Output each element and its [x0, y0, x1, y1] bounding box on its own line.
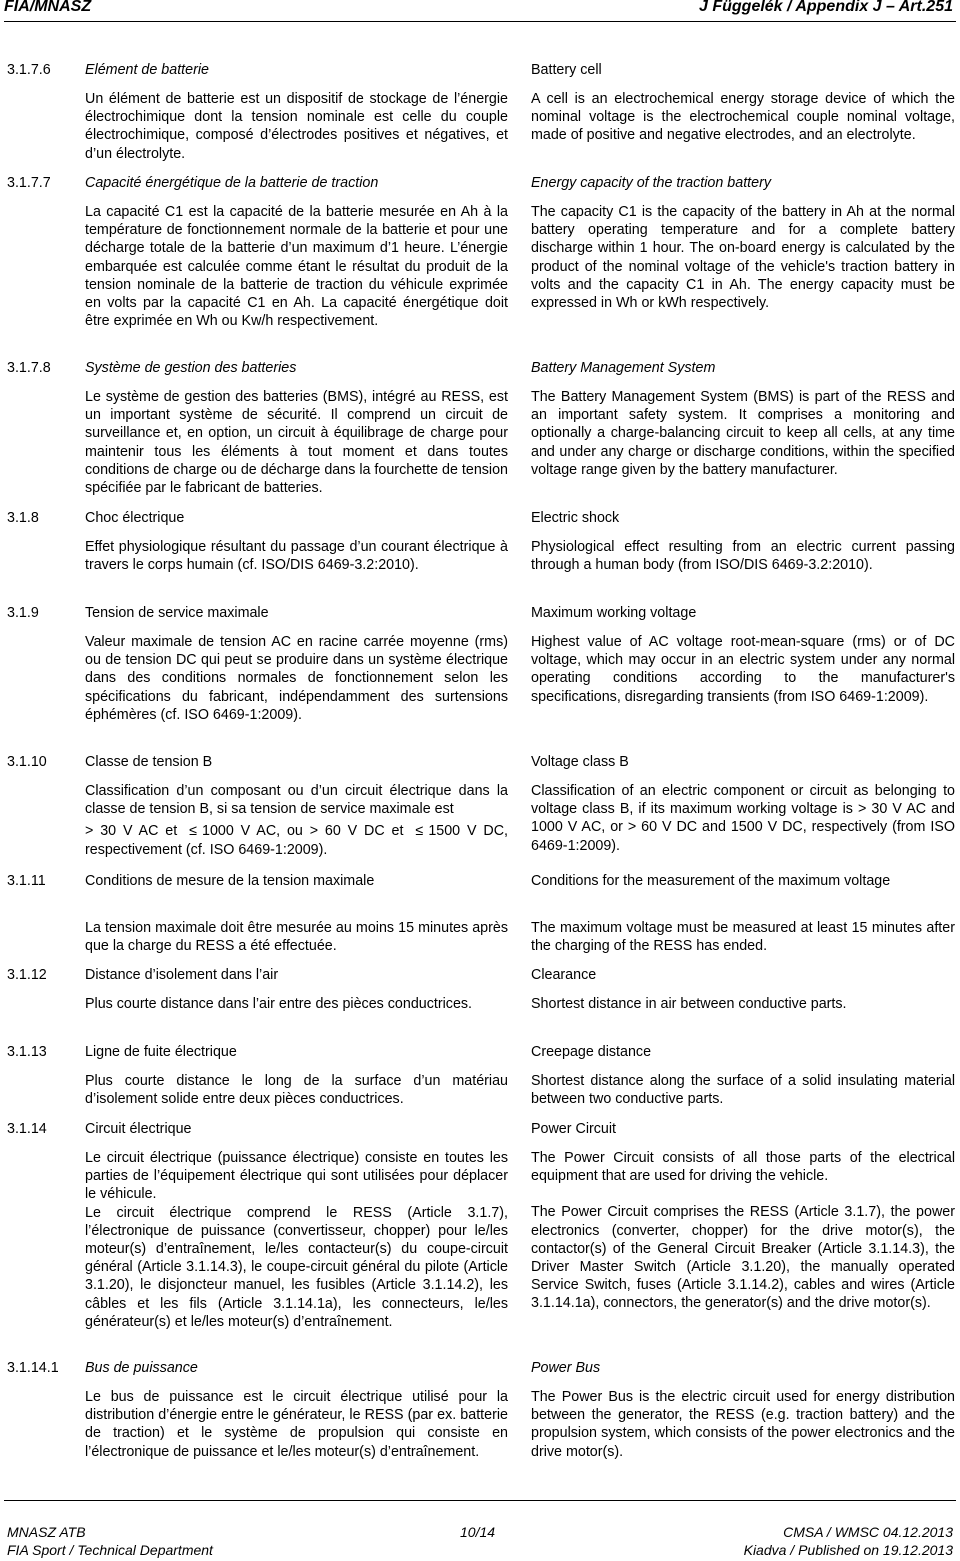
section-number: 3.1.11 — [7, 873, 46, 889]
section-title-en: Voltage class B — [531, 754, 629, 770]
paragraph-fr: Le système de gestion des batteries (BMS), intégré au RESS, est un important système de sécurité. Il comprend un circuit de surveillance et, en option, un circuit à équilibrage de charge pour maintenir tous les éléments à tout moment et dans toutes conditions de charge ou de décharge dans la fourchette de tension spécifiée par le fabricant de batteries. — [85, 389, 508, 497]
header-rule — [4, 21, 956, 22]
section-title-fr: Capacité énergétique de la batterie de traction — [85, 175, 379, 191]
header-right: J Függelék / Appendix J – Art.251 — [699, 0, 953, 15]
section-title-en: Battery Management System — [531, 360, 716, 376]
section-title-en: Creepage distance — [531, 1044, 652, 1060]
paragraph-fr: La tension maximale doit être mesurée au moins 15 minutes après que la charge du RESS a été effectuée. — [85, 920, 508, 955]
footer-rule — [4, 1500, 956, 1501]
section-number: 3.1.10 — [7, 754, 47, 770]
section-title-fr: Distance d’isolement dans l’air — [85, 967, 279, 983]
section-number: 3.1.8 — [7, 510, 39, 526]
section-title-fr: Choc électrique — [85, 510, 185, 526]
footer-left-1: MNASZ ATB — [7, 1524, 86, 1540]
less-equal-symbol: ≤ — [189, 823, 197, 840]
section-number: 3.1.14 — [7, 1121, 47, 1137]
paragraph-en: The maximum voltage must be measured at least 15 minutes after the charging of the RESS has ended. — [531, 920, 955, 955]
section-number: 3.1.9 — [7, 605, 39, 621]
paragraph-en: Physiological effect resulting from an electric current passing through a human body (from ISO/DIS 6469-3.2:2010). — [531, 539, 955, 574]
paragraph-fr: Classification d’un composant ou d’un circuit électrique dans la classe de tension B, si sa tension de service maximale est > 30 V AC et ≤ 1000 V AC, ou > 60 V DC et ≤ 1500 V DC, respectivement (cf. ISO 6469-1:2009). — [85, 783, 508, 858]
paragraph-fr: Le bus de puissance est le circuit électrique utilisé pour la distribution d’énergie entre le générateur, le RESS (par ex. batterie de traction) et le système de propulsion qui consiste en l’électronique de puissance et le/les moteur(s) d’entraînement. — [85, 1389, 508, 1460]
footer-right-1: CMSA / WMSC 04.12.2013 — [783, 1524, 953, 1540]
paragraph-en: The capacity C1 is the capacity of the battery in Ah at the normal battery operating temperature and for a complete battery discharge within 1 hour. The on-board energy is calculated by the product of the nominal voltage of the vehicle's traction battery in volts and the capacity C1 in Ah. The energy capacity must be expressed in Wh or kWh respectively. — [531, 204, 955, 312]
paragraph-fr: Plus courte distance le long de la surface d’un matériau d’isolement solide entre deux pièces conductrices. — [85, 1073, 508, 1108]
paragraph-en: Shortest distance along the surface of a solid insulating material between two conductive parts. — [531, 1073, 955, 1108]
section-number: 3.1.7.6 — [7, 62, 51, 78]
section-title-en: Energy capacity of the traction battery — [531, 175, 771, 191]
section-title-fr: Ligne de fuite électrique — [85, 1044, 237, 1060]
paragraph-en: A cell is an electrochemical energy storage device of which the nominal voltage is the electrochemical couple nominal voltage, made of positive and negative electrodes, and an electrolyte. — [531, 91, 955, 144]
section-title-en: Electric shock — [531, 510, 620, 526]
paragraph-en: The Battery Management System (BMS) is part of the RESS and an important safety system. It comprises a monitoring and optionally a charge-balancing circuit to keep all cells, at any time and under any charge or discharge conditions, within the specified voltage range given by the battery manufacturer. — [531, 389, 955, 478]
section-title-fr: Bus de puissance — [85, 1360, 198, 1376]
page-footer — [0, 1500, 960, 1561]
footer-page-number: 10/14 — [460, 1524, 496, 1540]
section-title-fr: Elément de batterie — [85, 62, 209, 78]
section-title-fr: Circuit électrique — [85, 1121, 192, 1137]
page-header — [0, 0, 960, 20]
section-title-en: Power Circuit — [531, 1121, 617, 1137]
section-number: 3.1.14.1 — [7, 1360, 59, 1376]
section-number: 3.1.13 — [7, 1044, 47, 1060]
paragraph-fr: Valeur maximale de tension AC en racine carrée moyenne (rms) ou de tension DC qui peut se produire dans un système électrique dans des conditions normales de fonctionnement selon les spécifications du fabricant, indépendamment des surtensions éphémères (cf. ISO 6469-1:2009). — [85, 634, 508, 723]
section-title-fr: Classe de tension B — [85, 754, 213, 770]
paragraph-fr: Plus courte distance dans l’air entre des pièces conductrices. — [85, 996, 473, 1012]
section-title-en: Maximum working voltage — [531, 605, 697, 621]
section-title-fr: Tension de service maximale — [85, 605, 269, 621]
less-equal-symbol: ≤ — [415, 823, 424, 840]
paragraph-fr: Effet physiologique résultant du passage d’un courant électrique à travers le corps humain (cf. ISO/DIS 6469-3.2:2010). — [85, 539, 508, 574]
paragraph-fr: Un élément de batterie est un dispositif de stockage de l’énergie électrochimique dont la tension nominale est celle du couple électrochimique, composé d’électrodes positives et négatives, et d’un électrolyte. — [85, 91, 508, 162]
section-title-en: Clearance — [531, 967, 597, 983]
paragraph-fr: Le circuit électrique (puissance électrique) consiste en toutes les parties de l’équipement électrique qui sont utilisées pour déplacer le véhicule. Le circuit électrique comprend le RESS (Article 3.1.7), l’électronique de puissance (convertisseur, chopper) pour le/les moteur(s) d’entraînement, le/les contacteur(s) du coupe-circuit général (Article 3.1.14.3), le coupe-circuit général du pilote (Article 3.1.20), le disjoncteur manuel, les fusibles (Article 3.1.14.2), les câbles et les fils (Article 3.1.14.1a), les connecteurs, le/les générateur(s) et le/les moteur(s) d’entraînement. — [85, 1150, 508, 1330]
section-title-en: Power Bus — [531, 1360, 601, 1376]
paragraph-en: Classification of an electric component or circuit as belonging to voltage class B, if its maximum working voltage is > 30 V AC and 1000 V AC, or > 60 V DC and 1500 V DC, respectively (from ISO 6469-1:2009). — [531, 783, 955, 854]
header-left: FIA/MNASZ — [4, 0, 92, 15]
footer-left-2: FIA Sport / Technical Department — [7, 1542, 213, 1558]
footer-right-2: Kiadva / Published on 19.12.2013 — [743, 1542, 953, 1558]
section-title-en: Battery cell — [531, 62, 602, 78]
paragraph-en: Highest value of AC voltage root-mean-square (rms) or of DC voltage, which may occur in an electric system under any normal operating conditions according to the manufacturer's specifications, disregarding transients (from ISO 6469-1:2009). — [531, 634, 955, 705]
section-title-fr: Conditions de mesure de la tension maximale — [85, 873, 375, 889]
section-title-fr: Système de gestion des batteries — [85, 360, 297, 376]
section-number: 3.1.7.8 — [7, 360, 51, 376]
section-number: 3.1.12 — [7, 967, 47, 983]
paragraph-en: The Power Bus is the electric circuit used for energy distribution between the generator, the RESS (e.g. traction battery) and the propulsion system, which consists of the power electronics and the drive motor(s). — [531, 1389, 955, 1460]
section-title-en: Conditions for the measurement of the maximum voltage — [531, 873, 891, 889]
paragraph-en: Shortest distance in air between conductive parts. — [531, 996, 847, 1012]
paragraph-en: The Power Circuit consists of all those parts of the electrical equipment that are used for driving the vehicle. The Power Circuit comprises the RESS (Article 3.1.7), the power electronics (converter, chopper) for the drive motor(s), the contactor(s) of the General Circuit Breaker (Article 3.1.14.3), the Driver Master Switch (Article 3.1.20), the manually operated Service Switch, fuses (Article 3.1.14.2), cables and wires (Article 3.1.14.1a), connectors, the generator(s) and the drive motor(s). — [531, 1150, 955, 1312]
section-number: 3.1.7.7 — [7, 175, 51, 191]
paragraph-fr: La capacité C1 est la capacité de la batterie mesurée en Ah à la température de fonctionnement normale de la batterie et pour une décharge totale de la batterie d’un maximum d’1 heure. L’énergie embarquée est calculée comme étant le résultat du produit de la tension nominale de la batterie de traction du véhicule exprimée en volts par la capacité C1 en Ah. La capacité énergétique doit être exprimée en Wh ou Kw/h respectivement. — [85, 204, 508, 330]
